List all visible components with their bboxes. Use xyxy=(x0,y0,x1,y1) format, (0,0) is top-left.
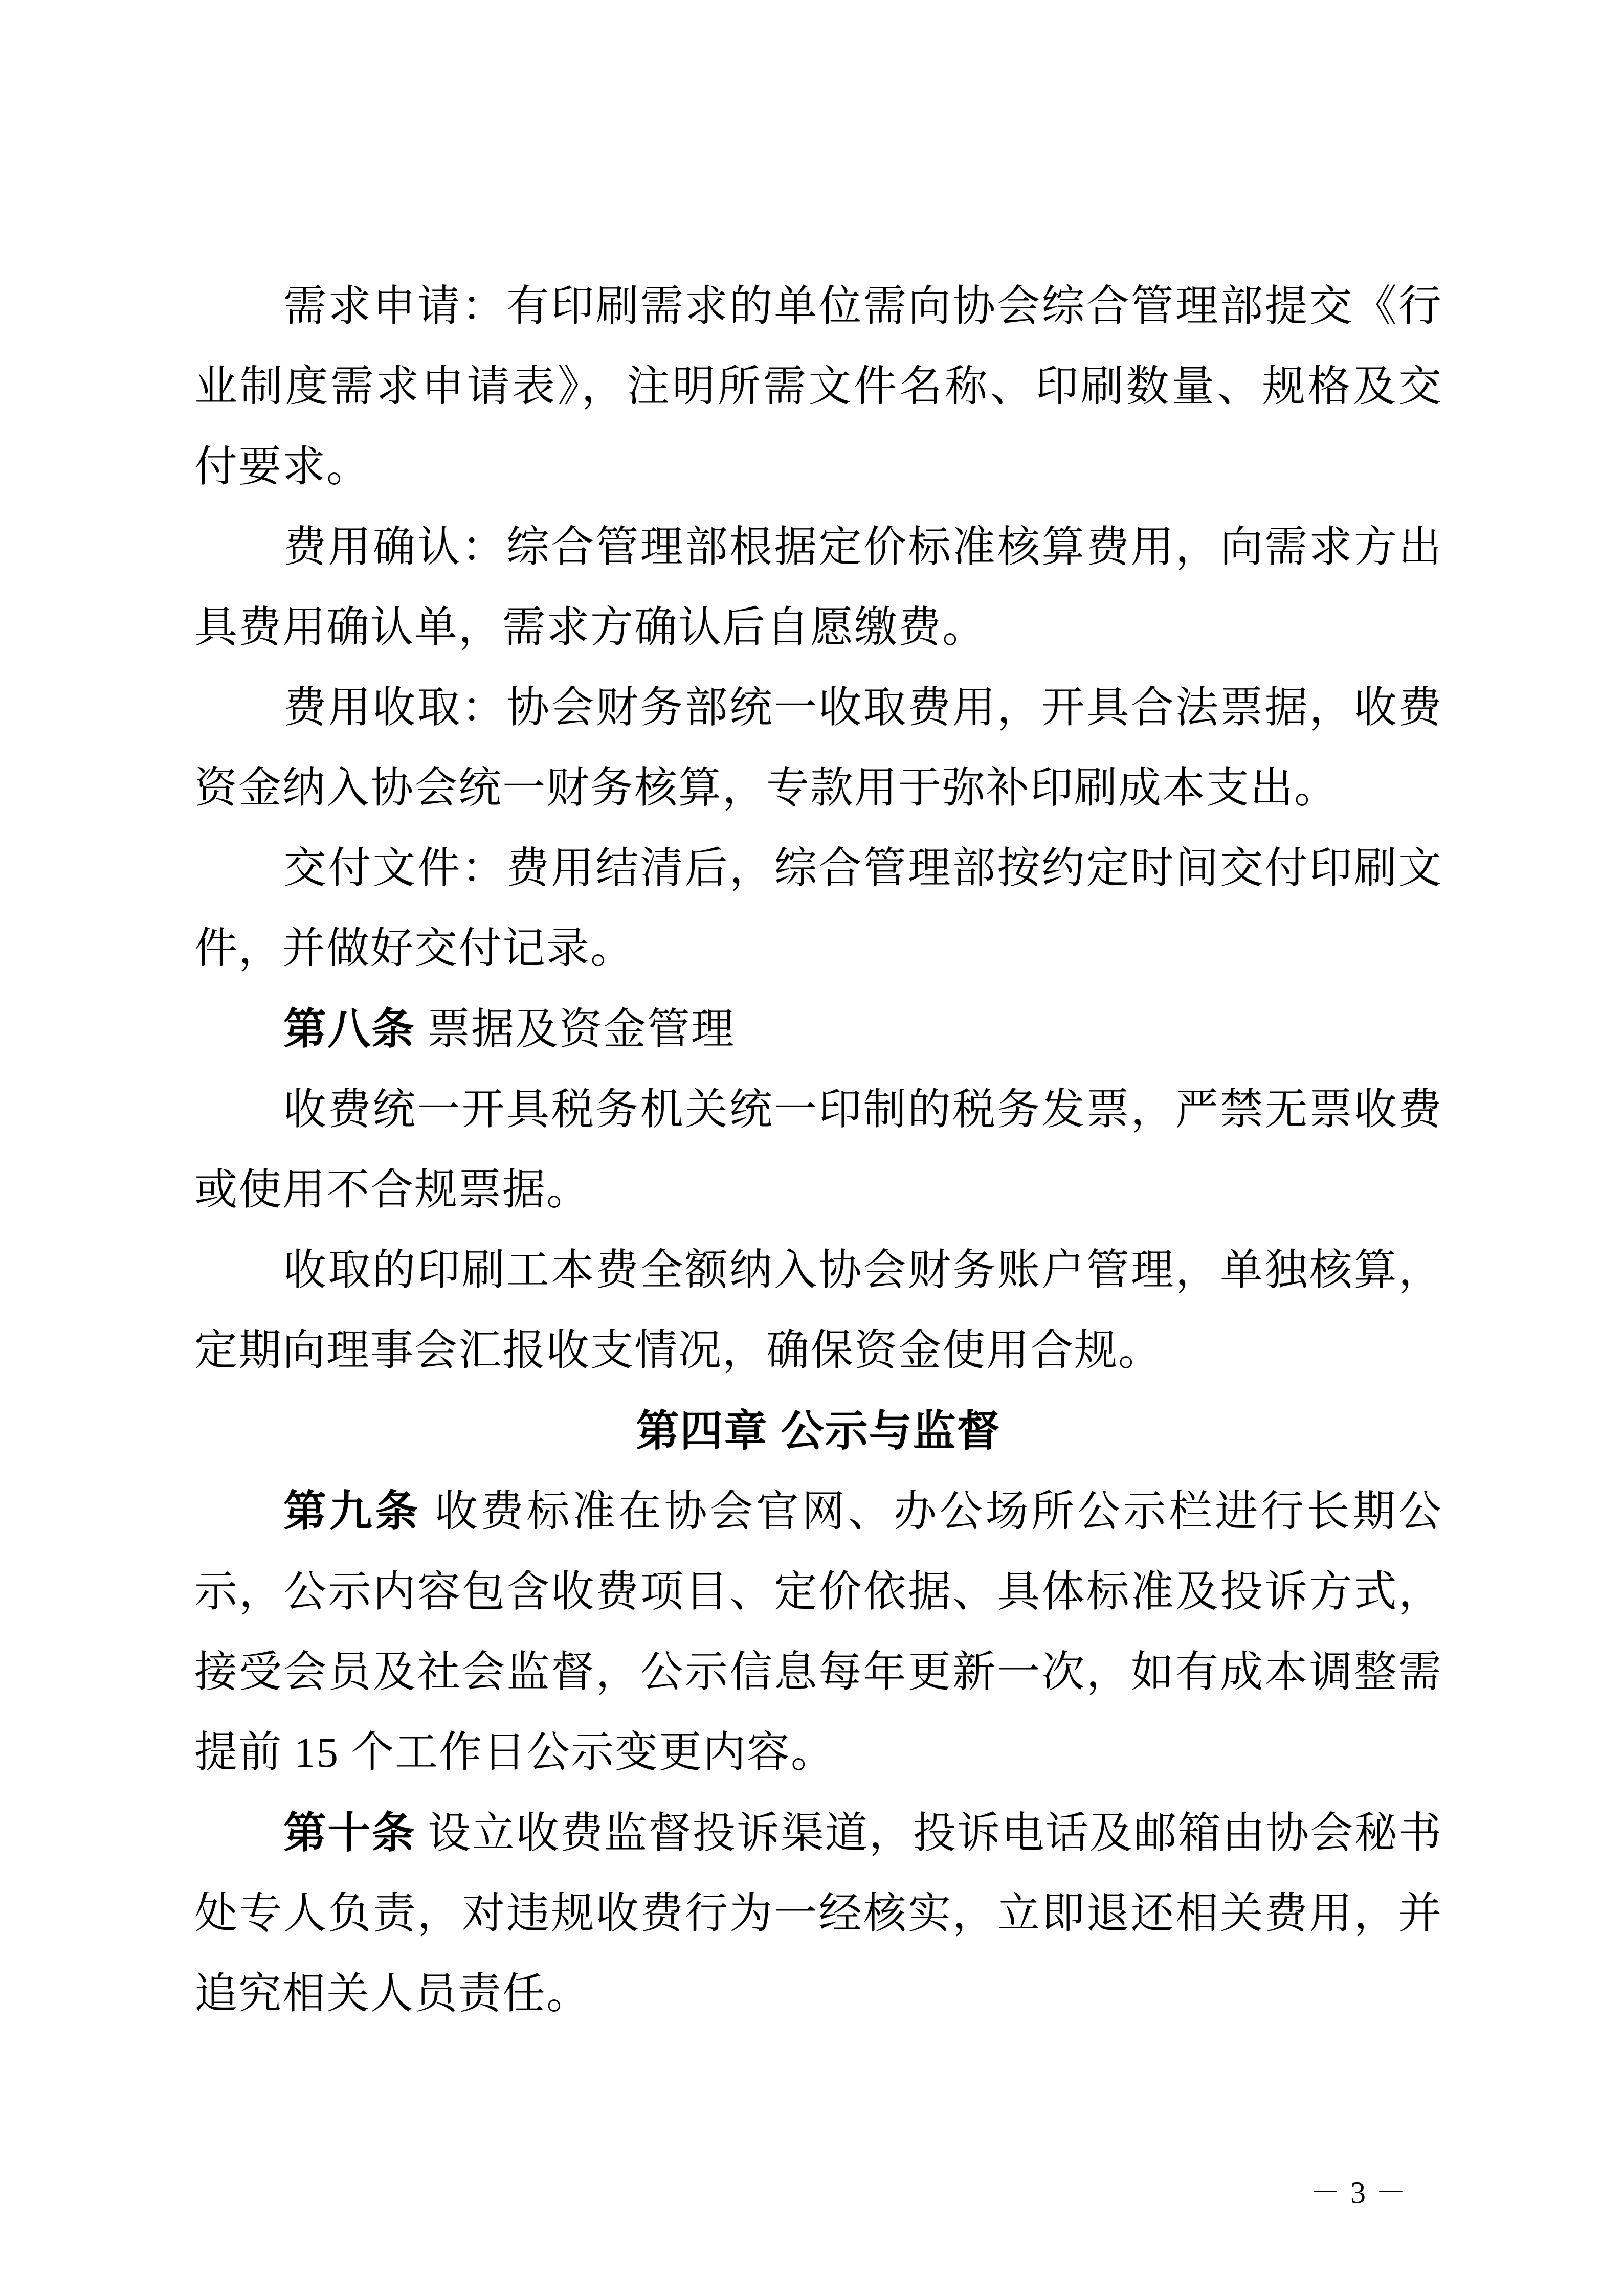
text-run: 收费标准在协会官网、办公场所公示栏进行长期公示，公示内容包含收费项目、定价依据、具体标准及投诉方式，接受会员及社会监督，公示信息每年更新一次，如有成本调整需提前 15 个工作日公示变更内容。 xyxy=(194,1488,1442,1776)
bold-term: 第八条 xyxy=(283,1005,416,1053)
text-run: 票据及资金管理 xyxy=(415,1006,736,1053)
text-run: 费用确认：综合管理部根据定价标准核算费用，向需求方出具费用确认单，需求方确认后自愿缴费。 xyxy=(194,524,1442,651)
document-body xyxy=(194,266,1442,2034)
paragraph xyxy=(194,1070,1442,1230)
text-run: 收取的印刷工本费全额纳入协会财务账户管理，单独核算，定期向理事会汇报收支情况，确保资金使用合规。 xyxy=(194,1247,1442,1375)
chapter-heading xyxy=(194,1391,1442,1471)
paragraph xyxy=(194,1471,1442,1793)
text-run: 费用收取：协会财务部统一收取费用，开具合法票据，收费资金纳入协会统一财务核算，专款用于弥补印刷成本支出。 xyxy=(194,684,1442,812)
page-number: － 3 － xyxy=(1310,2176,1407,2210)
text-run: 收费统一开具税务机关统一印制的税务发票，严禁无票收费或使用不合规票据。 xyxy=(194,1086,1442,1214)
text-run: 设立收费监督投诉渠道，投诉电话及邮箱由协会秘书处专人负责，对违规收费行为一经核实，立即退还相关费用，并追究相关人员责任。 xyxy=(194,1810,1442,2018)
bold-term: 第十条 xyxy=(283,1809,416,1857)
text-run: 需求申请：有印刷需求的单位需向协会综合管理部提交《行业制度需求申请表》，注明所需文件名称、印刷数量、规格及交付要求。 xyxy=(194,283,1442,491)
text-run: 交付文件：费用结清后，综合管理部按约定时间交付印刷文件，并做好交付记录。 xyxy=(194,845,1442,973)
paragraph xyxy=(194,1230,1442,1391)
paragraph xyxy=(194,507,1442,668)
paragraph xyxy=(194,668,1442,828)
paragraph xyxy=(194,828,1442,989)
paragraph xyxy=(194,1793,1442,2034)
paragraph xyxy=(194,989,1442,1070)
bold-term: 第九条 xyxy=(283,1487,421,1535)
paragraph xyxy=(194,266,1442,507)
bold-term: 第四章 公示与监督 xyxy=(636,1407,1001,1455)
